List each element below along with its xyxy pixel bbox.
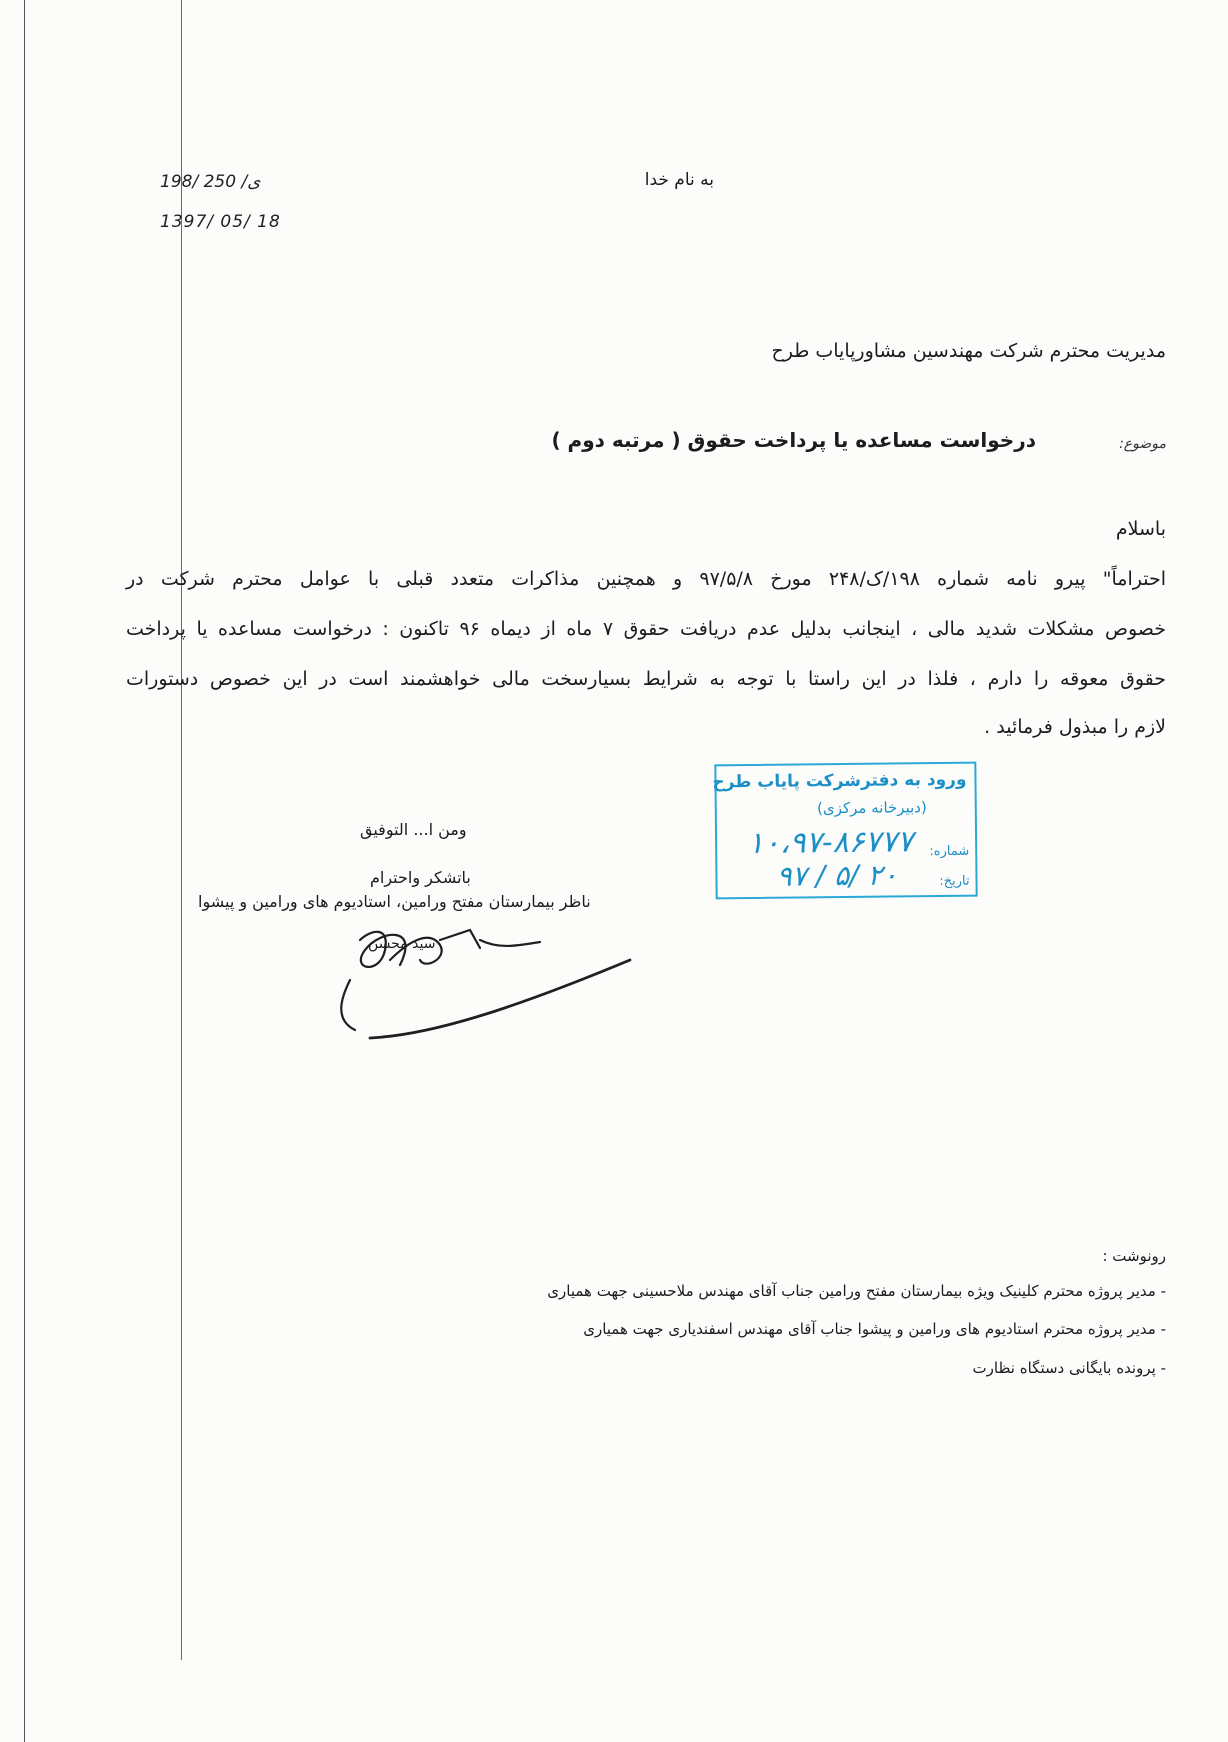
signer-name: سید محسن (368, 936, 436, 952)
cc-item: - مدیر پروژه محترم استادیوم های ورامین و پیشوا جناب آقای مهندس اسفندیاری جهت همیاری (583, 1320, 1166, 1338)
body-line: احتراماً" پیرو نامه شماره ۱۹۸/ک/۲۴۸ مورخ ۹۷/۵/۸ و همچنین مذاکرات متعدد قبلی با عوامل محترم شرکت در (126, 568, 1166, 590)
stamp-date-label: تاریخ: (939, 873, 970, 890)
scan-fold-line (181, 0, 182, 1660)
body-line: لازم را مبذول فرمائید . (984, 716, 1166, 738)
greeting: باسلام (1115, 518, 1166, 540)
body-line: خصوص مشکلات شدید مالی ، اینجانب بدلیل عدم دریافت حقوق ۷ ماه از دیماه ۹۶ تاکنون : درخواست مساعده یا پرداخت (126, 618, 1166, 640)
stamp-number-label: شماره: (929, 843, 970, 860)
handwritten-signature (330, 920, 650, 1070)
stamp-date-value: ۹۷ / ۵/ ۲۰ (776, 858, 898, 893)
cc-label: رونوشت : (1102, 1247, 1166, 1265)
subject-text: درخواست مساعده یا پرداخت حقوق ( مرتبه دوم ) (551, 428, 1036, 452)
subject-label: موضوع: (1119, 436, 1166, 452)
registration-stamp (714, 762, 977, 900)
cc-item: - پرونده بایگانی دستگاه نظارت (972, 1359, 1166, 1377)
stamp-subtitle: (دبیرخانه مرکزی) (816, 798, 927, 818)
closing-thanks: باتشکر واحترام (370, 868, 471, 887)
reference-number: 198/ ی/ 250 (160, 172, 261, 192)
stamp-title: ورود به دفترشرکت پایاب طرح (712, 769, 967, 793)
basmala: به نام خدا (644, 170, 714, 190)
signer-title: ناظر بیمارستان مفتح ورامین، استادیوم های ورامین و پیشوا (198, 892, 591, 911)
cc-item: - مدیر پروژه محترم کلینیک ویژه بیمارستان مفتح ورامین جناب آقای مهندس ملاحسینی جهت همیاری (547, 1282, 1166, 1300)
reference-date: 1397/ 05/ 18 (160, 212, 281, 232)
stamp-number-value: ۱۰،۹۷-۸۶۷۷۷ (747, 824, 914, 862)
body-line: حقوق معوقه را دارم ، فلذا در این راستا با توجه به شرایط بسیارسخت مالی خواهشمند است در این خصوص دستورات (126, 668, 1166, 690)
addressee: مدیریت محترم شرکت مهندسین مشاورپایاب طرح (771, 340, 1166, 362)
scan-margin-line (24, 0, 25, 1742)
closing-phrase: ومن ا... التوفیق (360, 820, 467, 839)
